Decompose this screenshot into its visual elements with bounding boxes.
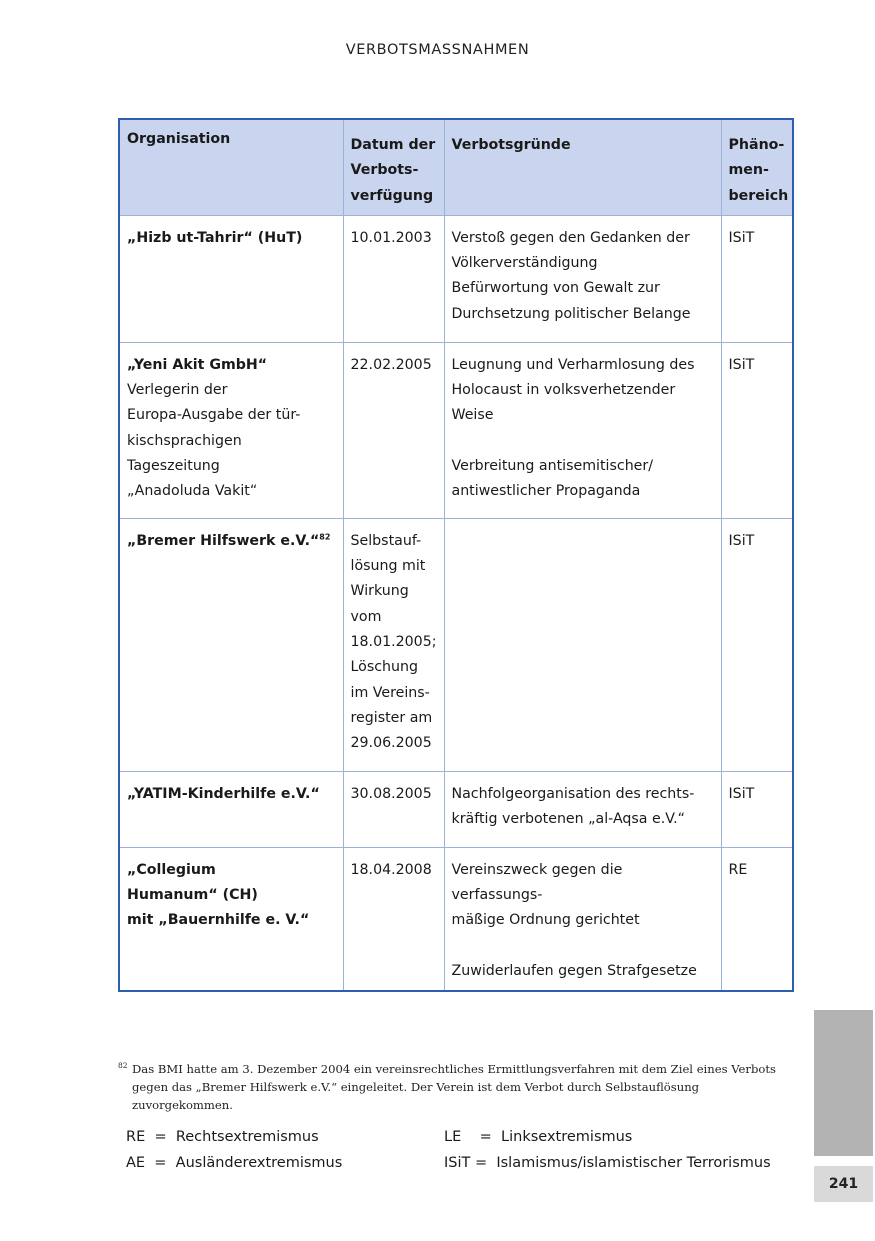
- area-cell: ISiT: [721, 342, 793, 518]
- table-row: [119, 771, 793, 847]
- date-cell: 22.02.2005: [343, 342, 444, 518]
- area-cell: RE: [721, 847, 793, 991]
- header-organisation: Organisation: [119, 119, 343, 215]
- header-date: Datum der Verbots- verfügung: [343, 119, 444, 215]
- legend-isit: ISiT = Islamismus/islamistischer Terrorismus: [444, 1155, 771, 1171]
- organisation-name: „Bremer Hilfswerk e.V.“: [127, 532, 320, 549]
- date-cell: 18.04.2008: [343, 847, 444, 991]
- organisation-name: „Hizb ut-Tahrir“ (HuT): [127, 229, 303, 246]
- footnote-text: Das BMI hatte am 3. Dezember 2004 ein vereinsrechtliches Ermittlungsverfahren mit dem Ziel eines Verbots gegen das „Bremer Hilfswerk e.V.“ eingeleitet. Der Verein ist dem Verbot durch Selbstauflösung zuvorgekommen.: [132, 1062, 776, 1112]
- organisation-cell: [119, 342, 343, 518]
- table-row: [119, 518, 793, 771]
- table-row: [119, 847, 793, 991]
- reasons-cell: Verstoß gegen den Gedanken der Völkerverständigung Befürwortung von Gewalt zur Durchsetzung politischer Belange: [444, 215, 721, 342]
- header-reasons: Verbotsgründe: [444, 119, 721, 215]
- organisation-cell: [119, 518, 343, 771]
- area-cell: ISiT: [721, 215, 793, 342]
- legend-re: RE = Rechtsextremismus: [126, 1129, 319, 1145]
- area-cell: ISiT: [721, 771, 793, 847]
- footnote-reference: 82: [319, 532, 331, 542]
- organisation-cell: [119, 215, 343, 342]
- organisation-name: „YATIM-Kinderhilfe e.V.“: [127, 785, 320, 802]
- reasons-cell: Vereinszweck gegen die verfassungs- mäßige Ordnung gerichtet Zuwiderlaufen gegen Strafgesetze: [444, 847, 721, 991]
- reasons-cell: Leugnung und Verharmlosung des Holocaust in volksverhetzender Weise Verbreitung antisemitischer/ antiwestlicher Propaganda: [444, 342, 721, 518]
- ban-measures-table: [118, 118, 794, 992]
- organisation-name: „Collegium Humanum“ (CH) mit „Bauernhilfe e. V.“: [127, 861, 310, 929]
- footnote-mark: 82: [118, 1061, 128, 1070]
- chapter-thumb-tab: [814, 1010, 873, 1156]
- reasons-cell: [444, 518, 721, 771]
- area-cell: ISiT: [721, 518, 793, 771]
- organisation-cell: [119, 847, 343, 991]
- reasons-cell: Nachfolgeorganisation des rechts- kräftig verbotenen „al-Aqsa e.V.“: [444, 771, 721, 847]
- page-number: 241: [814, 1166, 873, 1202]
- table-row: [119, 342, 793, 518]
- table-row: [119, 215, 793, 342]
- organisation-cell: [119, 771, 343, 847]
- date-cell: Selbstauf- lösung mit Wirkung vom 18.01.2005; Löschung im Vereins- register am 29.06.2005: [343, 518, 444, 771]
- organisation-name: „Yeni Akit GmbH“: [127, 356, 268, 373]
- legend-le: LE = Linksextremismus: [444, 1129, 633, 1145]
- legend-ae: AE = Ausländerextremismus: [126, 1155, 343, 1171]
- date-cell: 30.08.2005: [343, 771, 444, 847]
- date-cell: 10.01.2003: [343, 215, 444, 342]
- header-area: Phäno- men- bereich: [721, 119, 793, 215]
- footnote: [118, 1060, 794, 1114]
- running-head: VERBOTSMASSNAHMEN: [345, 42, 530, 58]
- organisation-description: Verlegerin der Europa-Ausgabe der tür- kischsprachigen Tageszeitung „Anadoluda Vakit“: [127, 382, 301, 500]
- table-header-row: [119, 119, 793, 215]
